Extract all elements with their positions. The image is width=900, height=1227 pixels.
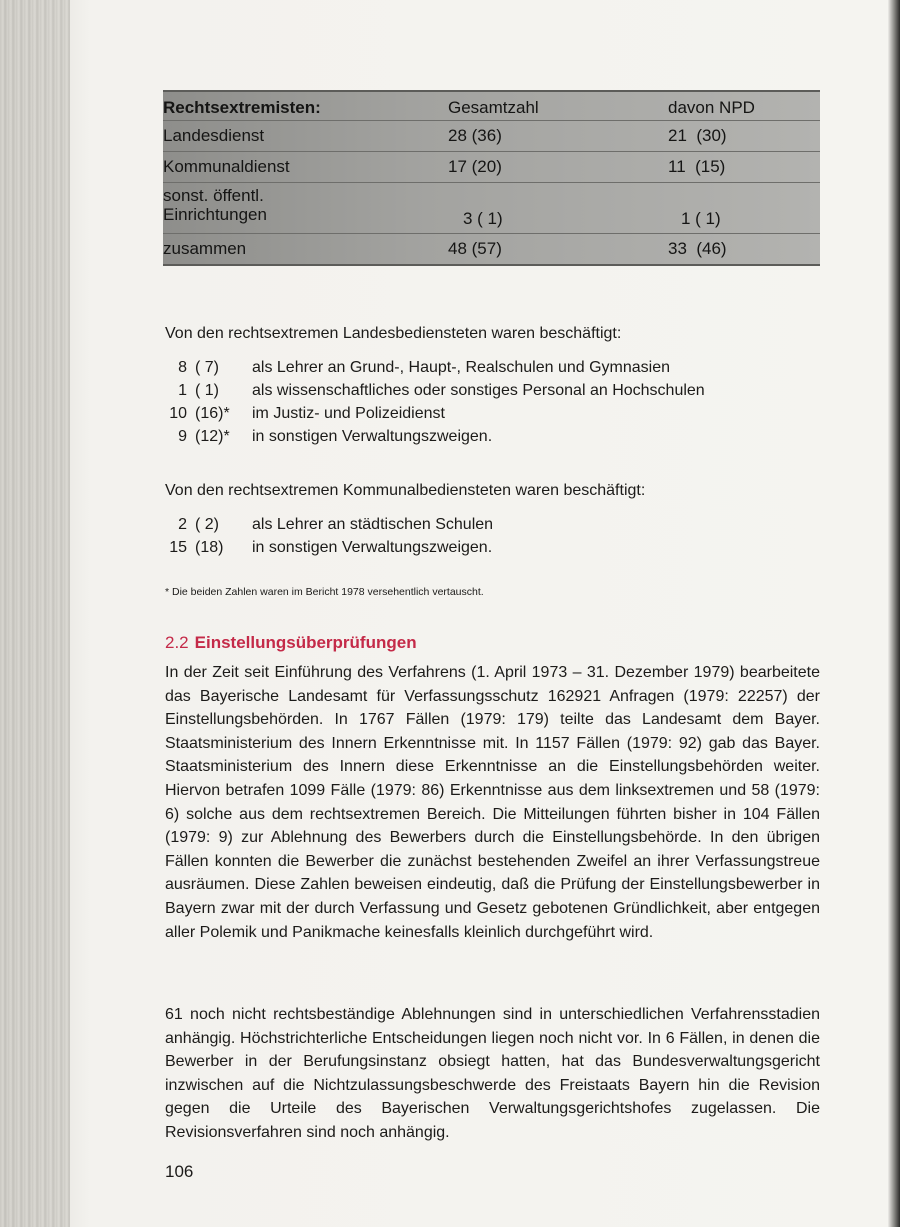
table-cell-npd: 21 (30) [668, 126, 727, 145]
paragraph-2: 61 noch nicht rechtsbeständige Ablehnungen sind in unterschiedlichen Verfahrensstadien anhängig. Höchstrichterliche Entscheidungen liegen noch nicht vor. In 6 Fällen, in denen die Bewerber in der Berufungsinstanz obsiegt hatten, hat das Bundesverwaltungsgericht inzwischen auf die Nichtzulassungsbeschwerde des Freistaats Bayern hin die Revision gegen die Urteile des Bayerischen Verwaltungsgerichtshofes zugelassen. Die Revisionsverfahren sind noch anhängig. [165, 1006, 820, 1141]
table-cell-label: Landesdienst [163, 126, 265, 145]
list-text: in sonstigen Verwaltungszweigen. [252, 428, 493, 445]
table-header-category: Rechtsextremisten: [163, 98, 321, 117]
list-text: als Lehrer an städtischen Schulen [252, 516, 494, 533]
list-count: 2 [178, 516, 187, 533]
list-prev-count: ( 7) [195, 359, 219, 376]
kommunal-section [165, 479, 820, 559]
table-cell-label: zusammen [163, 239, 247, 258]
list-item [165, 402, 820, 425]
table-cell-total: 28 (36) [448, 126, 502, 145]
kommunal-intro: Von den rechtsextremen Kommunalbediensteten waren beschäftigt: [165, 482, 646, 499]
book-spine-shadow [0, 0, 70, 1227]
list-prev-count: (12)* [195, 428, 230, 445]
list-prev-count: (18) [195, 539, 224, 556]
table-cell-label [163, 186, 267, 224]
list-item [165, 379, 820, 402]
section-heading [165, 632, 820, 654]
list-count: 1 [178, 382, 187, 399]
table-header-row [163, 92, 820, 121]
page-number: 106 [165, 1162, 194, 1181]
list-text: als Lehrer an Grund-, Haupt-, Realschulen und Gymnasien [252, 359, 670, 376]
table-cell-label-line1: sonst. öffentl. [163, 186, 264, 205]
table-cell-total: 17 (20) [448, 157, 502, 176]
list-item [165, 356, 820, 379]
list-item [165, 536, 820, 559]
list-item [165, 425, 820, 448]
list-text: als wissenschaftliches oder sonstiges Personal an Hochschulen [252, 382, 705, 399]
statistics-table [163, 90, 820, 266]
list-prev-count: ( 1) [195, 382, 219, 399]
list-prev-count: (16)* [195, 405, 230, 422]
paragraph-1: In der Zeit seit Einführung des Verfahrens (1. April 1973 – 31. Dezember 1979) bearbeitete das Bayerische Landesamt für Verfassungsschutz 162921 Anfragen (1979: 22257) der Einstellungsbehörden. In 1767 Fällen (1979: 179) teilte das Landesamt dem Bayer. Staatsministerium des Innern Erkenntnisse mit. In 1157 Fällen (1979: 92) gab das Bayer. Staatsministerium des Innern diese Erkenntnisse an die Einstellungsbehörden weiter. Hiervon betrafen 1099 Fälle (1979: 86) Erkenntnisse aus dem linksextremen und 58 (1979: 6) solche aus dem rechtsextremen Bereich. Die Mitteilungen führten bisher in 104 Fällen (1979: 9) zur Ablehnung des Bewerbers durch die Einstellungsbehörde. In den übrigen Fällen konnten die Bewerber die zunächst bestehenden Zweifel an ihrer Verfassungstreue ausräumen. Diese Zahlen beweisen eindeutig, daß die Prüfung der Einstellungsbewerber in Bayern zwar mit der durch Verfassung und Gesetz gebotenen Gründlichkeit, aber entgegen aller Polemik und Panikmache keinesfalls kleinlich durchgeführt wird. [165, 664, 820, 941]
table-row [163, 121, 820, 152]
list-item [165, 513, 820, 536]
list-count: 10 [169, 405, 187, 422]
page-edge-shadow [888, 0, 900, 1227]
section-title: Einstellungsüberprüfungen [194, 633, 417, 652]
section-number: 2.2 [165, 633, 189, 652]
table-row [163, 152, 820, 183]
list-count: 15 [169, 539, 187, 556]
footnote: * Die beiden Zahlen waren im Bericht 1978 versehentlich vertauscht. [165, 586, 484, 598]
table-header-npd: davon NPD [668, 98, 755, 117]
table-row [163, 183, 820, 234]
table-cell-npd: 33 (46) [668, 239, 727, 258]
table-cell-label-line2: Einrichtungen [163, 205, 267, 224]
landes-intro: Von den rechtsextremen Landesbediensteten waren beschäftigt: [165, 325, 622, 342]
list-count: 8 [178, 359, 187, 376]
table-cell-total: 3 ( 1) [463, 209, 503, 228]
table-total-row [163, 234, 820, 264]
table-cell-label: Kommunaldienst [163, 157, 290, 176]
list-text: im Justiz- und Polizeidienst [252, 405, 445, 422]
table-cell-total: 48 (57) [448, 239, 502, 258]
list-text: in sonstigen Verwaltungszweigen. [252, 539, 493, 556]
list-count: 9 [178, 428, 187, 445]
paragraph-1-block [165, 661, 820, 944]
table-cell-npd: 11 (15) [668, 157, 726, 176]
landes-section [165, 322, 820, 448]
table-header-total: Gesamtzahl [448, 98, 539, 117]
paragraph-2-block [165, 1003, 820, 1145]
table-cell-npd: 1 ( 1) [681, 209, 721, 228]
list-prev-count: ( 2) [195, 516, 219, 533]
